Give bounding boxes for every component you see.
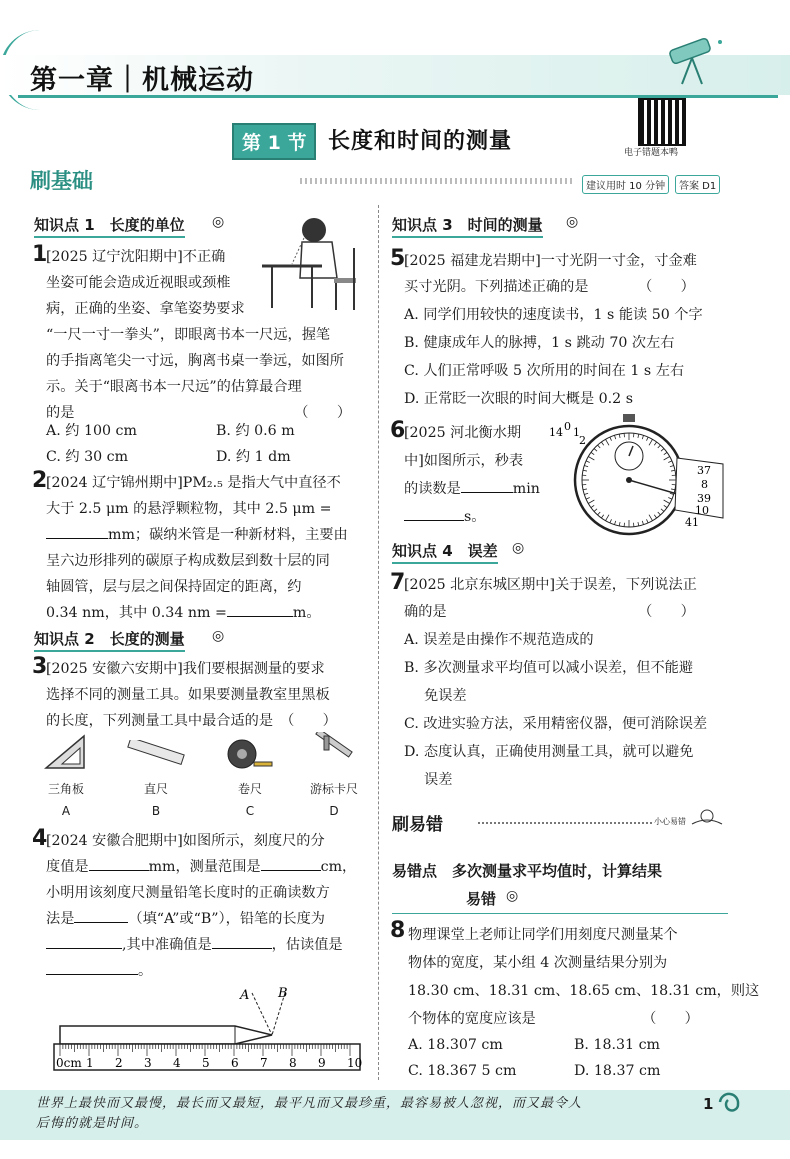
sw-label: 0 (564, 420, 571, 433)
q1-line: 坐姿可能会造成近视眼或颈椎 (46, 275, 231, 291)
sw-label: 41 (685, 516, 699, 529)
q7-option-d: D. 态度认真，正确使用测量工具，就可以避免 (404, 744, 694, 760)
q8-option-a: A. 18.307 cm (408, 1037, 503, 1053)
q8-line: 18.30 cm、18.31 cm、18.65 cm、18.31 cm，则这 (408, 983, 760, 999)
sw-label: 14 (549, 426, 563, 439)
ruler-number: 5 (202, 1056, 210, 1070)
knowledge-point-3: 知识点 3 时间的测量 (392, 214, 543, 238)
section-badge: 第 1 节 (232, 123, 316, 160)
q1-line: 的是 （ ） (46, 405, 352, 421)
q7-option-b-cont: 免误差 (424, 688, 467, 704)
tape-measure-image (222, 736, 274, 774)
q1-line: 病，正确的坐姿、拿笔姿势要求 (46, 301, 245, 317)
q1-line: 的手指离笔尖一寸远，胸离书桌一拳远，如图所 (46, 353, 344, 369)
q5-line: 买寸光阴。下列描述正确的是 （ ） (404, 279, 695, 295)
target-icon: ◎ (212, 628, 225, 644)
ruler-number: 1 (86, 1056, 94, 1070)
answer-blank[interactable] (46, 934, 122, 949)
q8-option-b: B. 18.31 cm (574, 1037, 660, 1053)
q3-line: [2025 安徽六安期中]我们要根据测量的要求 (46, 661, 325, 677)
column-divider (378, 205, 379, 1080)
student-desk-image (262, 208, 367, 313)
chapter-title: 第一章｜机械运动 (30, 65, 254, 96)
tool-letter: D (329, 804, 339, 818)
q8-number: 8 (390, 918, 406, 943)
q3-line: 的长度，下列测量工具中最合适的是 （ ） (46, 713, 337, 729)
q1-line: 示。关于“眼离书本一尺远”的估算最合理 (46, 379, 302, 395)
ruler-number: 7 (260, 1056, 268, 1070)
careful-hint: 小心易错 (654, 817, 686, 826)
answer-blank[interactable] (261, 856, 321, 871)
q7-line: 确的是 （ ） (404, 604, 695, 620)
ruler-number: 2 (115, 1056, 123, 1070)
sw-label: 8 (701, 478, 708, 491)
q2-number: 2 (32, 468, 48, 493)
ruler-number: 10 (347, 1056, 363, 1070)
tool-name: 直尺 (143, 782, 168, 796)
q6-line: [2025 河北衡水期 (404, 425, 522, 441)
q8-option-d: D. 18.37 cm (574, 1063, 661, 1079)
tool-name: 卷尺 (237, 782, 262, 796)
ruler-label-a: A (240, 988, 250, 1003)
section-title: 长度和时间的测量 (328, 129, 513, 154)
q1-option-a: A. 约 100 cm (46, 423, 137, 439)
page-number: 1 (703, 1095, 714, 1113)
q4-line: ,其中准确值是 ，估读值是 (46, 932, 343, 958)
suggested-time-tag: 建议用时 10 分钟 (582, 175, 669, 194)
answer-blank[interactable] (74, 908, 128, 923)
answer-tag: 答案 D1 (675, 175, 720, 194)
q3-number: 3 (32, 654, 48, 679)
q1-option-d: D. 约 1 dm (216, 449, 291, 465)
q4-line: 法是 （填“A”或“B”），铅笔的长度为 (46, 906, 325, 932)
q6-number: 6 (390, 418, 406, 443)
tool-letter: B (151, 804, 161, 818)
sw-label: 37 (697, 464, 711, 477)
knowledge-point-1: 知识点 1 长度的单位 (34, 214, 185, 238)
q5-option-b: B. 健康成年人的脉搏，1 s 跳动 70 次左右 (404, 335, 675, 351)
q7-option-c: C. 改进实验方法，采用精密仪器，便可消除误差 (404, 716, 708, 732)
brush-error-label: 刷易错 (392, 815, 443, 835)
q2-line: 大于 2.5 μm 的悬浮颗粒物，其中 2.5 μm = (46, 501, 332, 517)
sw-label: 10 (695, 504, 709, 517)
triangle-ruler-image (44, 732, 88, 772)
target-icon: ◎ (212, 214, 225, 230)
q5-option-c: C. 人们正常呼吸 5 次所用的时间在 1 s 左右 (404, 363, 685, 379)
q4-line: 。 (46, 958, 152, 984)
error-point-title: 易错点 多次测量求平均值时，计算结果 (392, 862, 663, 880)
q1-number: 1 (32, 242, 48, 267)
answer-blank[interactable] (89, 856, 149, 871)
ruler-label-b: B (278, 986, 288, 1001)
ruler-number: 4 (173, 1056, 181, 1070)
q7-option-a: A. 误差是由操作不规范造成的 (404, 632, 594, 648)
footer-quote-line: 后悔的就是时间。 (36, 1116, 149, 1131)
q5-option-d: D. 正常眨一次眼的时间大概是 0.2 s (404, 391, 634, 407)
q4-line: [2024 安徽合肥期中]如图所示，刻度尺的分 (46, 833, 325, 849)
error-point-title-cont: 易错 (466, 890, 497, 908)
answer-blank[interactable] (404, 506, 464, 521)
q7-line: [2025 北京东城区期中]关于误差，下列说法正 (404, 577, 697, 593)
tool-letter: A (61, 804, 71, 818)
q1-line: [2025 辽宁沈阳期中]不正确 (46, 249, 226, 265)
q8-option-c: C. 18.367 5 cm (408, 1063, 517, 1079)
answer-blank[interactable] (227, 602, 293, 617)
sun-icon (690, 802, 724, 828)
q1-line: “一尺一寸一拳头”，即眼离书本一尺远，握笔 (46, 327, 331, 343)
q5-option-a: A. 同学们用较快的速度读书，1 s 能读 50 个字 (404, 307, 703, 323)
answer-blank[interactable] (461, 478, 513, 493)
qr-label: 电子错题本鸭 (624, 148, 679, 158)
telescope-icon (660, 36, 730, 86)
footer-quote (36, 1094, 582, 1134)
ruler-figure (50, 985, 365, 1075)
knowledge-point-2: 知识点 2 长度的测量 (34, 628, 185, 652)
ruler-number: 6 (231, 1056, 239, 1070)
straight-ruler-image (126, 740, 186, 770)
q2-line: 轴圆管，层与层之间保持固定的距离，约 (46, 579, 302, 595)
brush-basic-label: 刷基础 (30, 169, 93, 193)
target-icon: ◎ (506, 888, 519, 904)
stopwatch-image (545, 414, 725, 536)
q8-line: 个物体的宽度应该是 （ ） (408, 1011, 699, 1027)
sw-label: 1 (573, 426, 580, 439)
q2-line: 0.34 nm，其中 0.34 nm = m。 (46, 600, 321, 626)
ruler-number: 0cm (56, 1056, 82, 1070)
vernier-caliper-image (310, 732, 358, 776)
tool-letter: C (245, 804, 255, 818)
q6-line: s。 (404, 504, 485, 530)
q8-line: 物理课堂上老师让同学们用刻度尺测量某个 (408, 927, 678, 943)
q4-line: 小明用该刻度尺测量铅笔长度时的正确读数方 (46, 885, 330, 901)
q2-line: 呈六边形排列的碳原子构成数层到数十层的同 (46, 553, 330, 569)
dots-decoration (300, 178, 575, 184)
q2-line: [2024 辽宁锦州期中]PM₂.₅ 是指大气中直径不 (46, 475, 341, 491)
ruler-number: 9 (318, 1056, 326, 1070)
q1-option-c: C. 约 30 cm (46, 449, 129, 465)
tool-name: 游标卡尺 (309, 782, 358, 796)
answer-blank[interactable] (46, 524, 108, 539)
footer-quote-line: 世界上最快而又最慢，最长而又最短，最平凡而又最珍重，最容易被人忽视，而又最令人 (36, 1096, 583, 1111)
q6-line: 中]如图所示，秒表 (404, 453, 524, 469)
target-icon: ◎ (566, 214, 579, 230)
q7-number: 7 (390, 570, 406, 595)
error-point-underline (392, 913, 728, 914)
sw-label: 2 (579, 434, 586, 447)
ruler-number: 8 (289, 1056, 297, 1070)
q8-line: 物体的宽度，某小组 4 次测量结果分别为 (408, 955, 668, 971)
answer-blank[interactable] (46, 960, 138, 975)
q2-line: mm；碳纳米管是一种新材料，主要由 (46, 522, 348, 548)
dots-decoration (478, 822, 653, 824)
ruler-number: 3 (144, 1056, 152, 1070)
qr-code[interactable] (638, 98, 686, 146)
q7-option-d-cont: 误差 (424, 772, 453, 788)
q4-line: 度值是 mm，测量范围是 cm， (46, 854, 356, 880)
q3-line: 选择不同的测量工具。如果要测量教室里黑板 (46, 687, 330, 703)
q6-line: 的读数是 min (404, 476, 540, 502)
q1-option-b: B. 约 0.6 m (216, 423, 295, 439)
target-icon: ◎ (512, 540, 525, 556)
sw-label: 39 (697, 492, 711, 505)
knowledge-point-4: 知识点 4 误差 (392, 540, 498, 564)
tool-name: 三角板 (47, 782, 84, 796)
q5-number: 5 (390, 246, 406, 271)
q7-option-b: B. 多次测量求平均值可以减小误差，但不能避 (404, 660, 694, 676)
q5-line: [2025 福建龙岩期中]一寸光阴一寸金，寸金难 (404, 253, 697, 269)
q4-number: 4 (32, 826, 48, 851)
swirl-icon (716, 1090, 744, 1114)
answer-blank[interactable] (212, 934, 272, 949)
